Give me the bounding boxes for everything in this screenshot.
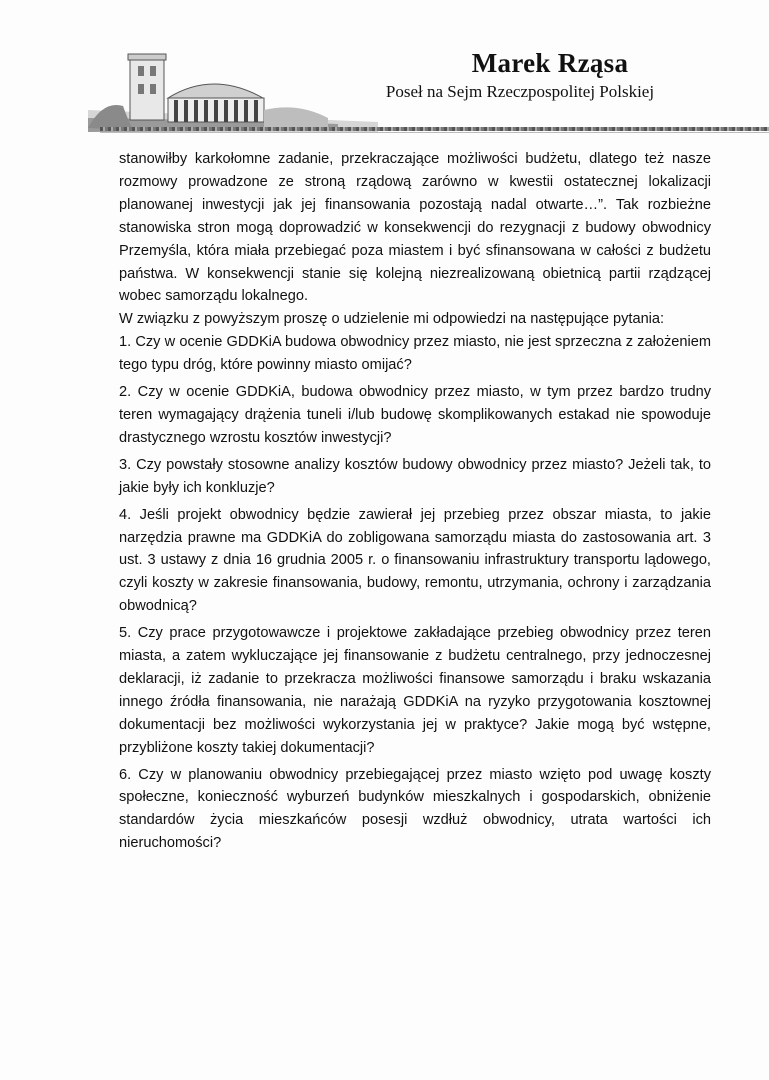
sejm-building-logo xyxy=(88,40,378,150)
header-rule-thin xyxy=(100,132,769,133)
question-3: 3. Czy powstały stosowne analizy kosztów budowy obwodnicy przez miasto? Jeżeli tak, to jakie były ich konkluzje? xyxy=(119,456,711,496)
author-name: Marek Rząsa xyxy=(471,48,629,78)
header-rule xyxy=(100,127,769,131)
question-5: 5. Czy prace przygotowawcze i projektowe zakładające przebieg obwodnicy przez teren miasta, a zatem wykluczające jej finansowanie z budżetu centralnego, przy jednoczesnej deklaracji, iż zadanie to przekracza możliwości finansowe samorządu i braku wskazania innego źródła finansowania, nie narażają GDDKiA na ryzyko przygotowania kosztownej dokumentacji bez możliwości wykorzystania jej w praktyce? Jakie mogą być wstępne, przybliżone koszty takiej dokumentacji? xyxy=(119,625,711,756)
paragraph: W związku z powyższym proszę o udzielenie mi odpowiedzi na następujące pytania: xyxy=(119,311,665,328)
question-6: 6. Czy w planowaniu obwodnicy przebiegającej przez miasto wzięto pod uwagę koszty społeczne, konieczność wyburzeń budynków mieszkalnych i gospodarskich, obniżenie standardów życia mieszkańców posesji wzdłuż obwodnicy, utrata wartości ich nieruchomości? xyxy=(119,766,711,852)
question-2: 2. Czy w ocenie GDDKiA, budowa obwodnicy przez miasto, w tym przez bardzo trudny teren wymagający drążenia tuneli i/lub budowę skomplikowanych estakad nie spowoduje drastycznego wzrostu kosztów inwestycji? xyxy=(119,384,711,446)
paragraph: stanowiłby karkołomne zadanie, przekraczające możliwości budżetu, dlatego też nasze rozmowy prowadzone ze stroną rządową zarówno w kwestii ostatecznej lokalizacji planowanej inwestycji jak jej finansowania pozostają nadal otwarte…”. Tak rozbieżne stanowiska stron mogą doprowadzić w konsekwencji do rezygnacji z budowy obwodnicy Przemyśla, która miała przebiegać poza miastem i być sfinansowana w całości z budżetu państwa. W konsekwencji stanie się kolejną niezrealizowaną obietnicą partii rządzącej wobec samorządu lokalnego. xyxy=(119,151,711,305)
question-4: 4. Jeśli projekt obwodnicy będzie zawierał jej przebieg przez obszar miasta, to jakie narzędzia prawne ma GDDKiA do zobligowana samorządu miasta do zastosowania art. 3 ust. 3 ustawy z dnia 16 grudnia 2005 r. o finansowaniu infrastruktury transportu lądowego, czyli koszty w zakresie finansowania, budowy, remontu, utrzymania, ochrony i zarządzania obwodnicą? xyxy=(119,506,711,615)
letter-body xyxy=(119,148,711,855)
author-title: Poseł na Sejm Rzeczpospolitej Polskiej xyxy=(385,82,655,101)
question-1: 1. Czy w ocenie GDDKiA budowa obwodnicy przez miasto, nie jest sprzeczna z założeniem tego typu dróg, które powinny miasto omijać? xyxy=(119,334,711,374)
